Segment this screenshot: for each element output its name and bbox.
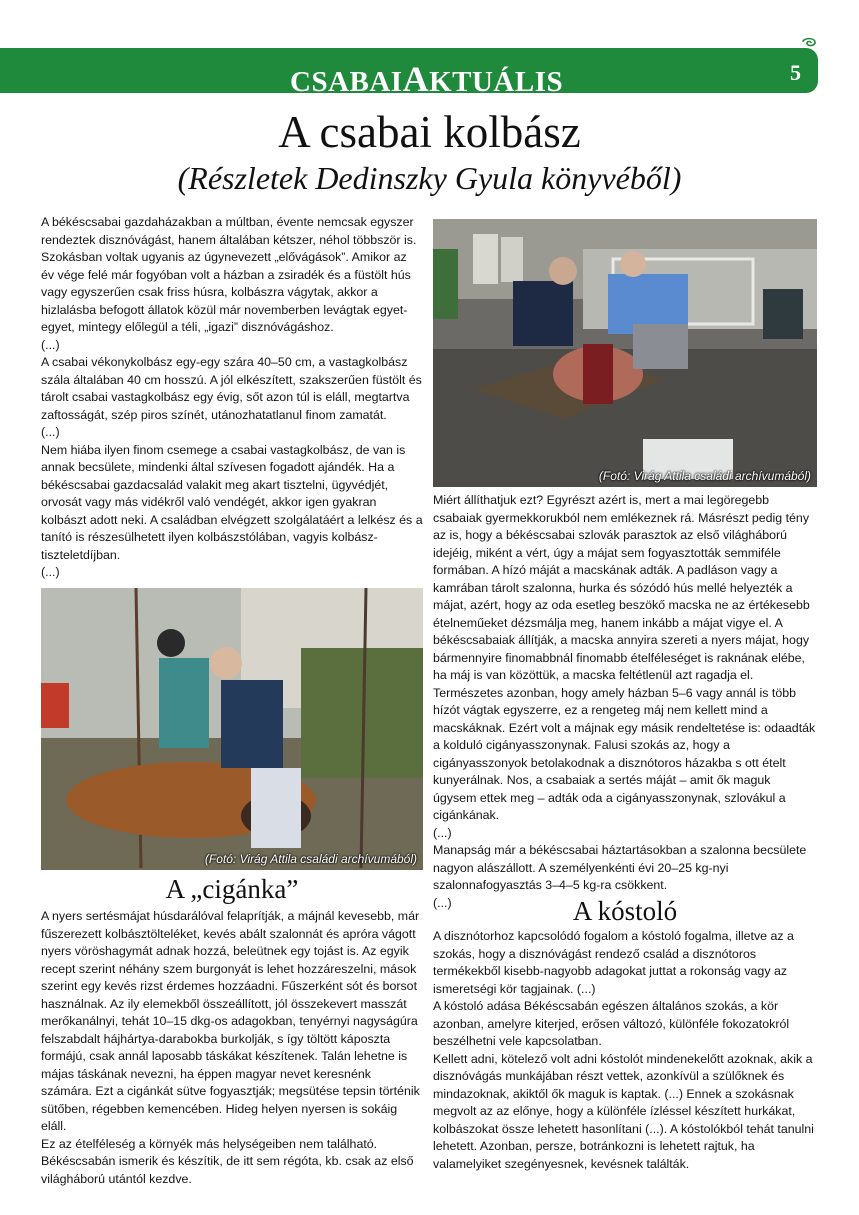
paragraph: (...) (41, 425, 60, 439)
ciganka-text (41, 908, 423, 1188)
page-number: 5 (790, 60, 801, 85)
photo-pig-butchering (433, 219, 817, 487)
paragraph: Ez az ételféleség a környék más helységeiben nem található. Békéscsabán ismerik és készítik, de itt sem régóta, kb. csak az első világháború utántól kezdve. (41, 1136, 414, 1186)
paragraph: A békéscsabai gazdaházakban a múltban, évente nemcsak egyszer rendeztek disznóvágást, hanem általában kétszer, néhol többször is. Szokásban voltak ugyanis az úgynevezett „elővágások”. Amikor az év vége felé már fogyóban volt a házban a zsiradék és a füstölt hús vagy egyszerűen csak friss húsra, kolbászra vágytak, akkor a hizlalásba befogott állatok közül már novemberben levágtak egyet-egyet, mintegy előlegül a téli, „igazi” disznóvágáshoz. (41, 215, 417, 334)
kostolo-text (433, 928, 817, 1173)
paragraph: Miért állíthatjuk ezt? Egyrészt azért is, mert a mai legöregebb csabaiak gyermekkorukból nem emlékeznek rá. Másrészt pedig tény az is, hogy a békéscsabai szlovák parasztok az első világháború idejéig, miként a vért, úgy a májat sem fogyasztották semmiféle formában. A hízó máját a macskának adták. A padláson vagy a kamrában tárolt szalonna, hurka és sózódó hús mellé helyezték a májat, azért, hogy az oda esetleg beszökő macska ne az értékesebb ételneműeket dézsmálja meg, hanem inkább a májat vigye el. A békéscsabaiak állítják, a macska annyira szereti a nyers májat, hogy bármennyire finomabbnál finomabb ételféleséget is raknának elébe, ha máj is van közöttük, a macska feltétlenül azt ragadja el. Természetes azonban, hogy amely házban 5–6 vagy annál is több hízót vágtak egyszerre, ez a rengeteg máj nem kellett mind a macskáknak. Ezért volt a májnak egy másik rendeltetése is: odaadták a kolduló cigányasszonynak. Falusi szokás az, hogy a cigányasszonyok betolakodnak a disznótoros házakba s ott ételt kunyerálnak. Nos, a csabaiak a sertés máját – amit ők maguk úgysem ettek meg – adták oda a cigányasszonynak, szlovákul a cigánkának. (433, 493, 816, 822)
photo-caption: (Fotó: Virág Attila családi archívumából) (204, 852, 417, 866)
magazine-title: CSABAIAKTUÁLIS (290, 59, 564, 99)
photo-caption: (Fotó: Virág Attila családi archívumából) (598, 469, 811, 483)
paragraph: A kóstoló adása Békéscsabán egészen általános szokás, a kör azonban, amelyre kiterjed, erősen változó, különféle fokozatokról beszélhetni vele kapcsolatban. (433, 999, 790, 1048)
paragraph: (...) (433, 825, 452, 840)
paragraph: A disznótorhoz kapcsolódó fogalom a kóstoló fogalma, illetve az a szokás, hogy a disznóvágást rendező család a disznótoros termékekből kisebb-nagyobb adagokat juttat a rokonság vagy az ismeretségi kör tagjainak. (...) (433, 929, 794, 996)
left-column-text (41, 214, 423, 582)
paragraph: (...) (433, 895, 452, 910)
paragraph: Kellett adni, kötelező volt adni kóstolót mindenekelőtt azoknak, akik a disznóvágás munkájában részt vettek, azonkívül a szülőknek és mindazoknak, akiktől ők maguk is kaptak. (...) Ennek a szokásnak megvolt az az előnye, hogy a különféle ízléssel készített hurkákat, kolbászokat össze lehetett hasonlítani (...). A kóstolókból tehát tanulni lehetett. Azonban, persze, botránkozni is lehetett rajtuk, ha valamelyiket szegényesnek, kevésnek találták. (433, 1051, 814, 1171)
paragraph: A nyers sertésmájat húsdarálóval felaprítják, a májnál kevesebb, már fűszerezett kolbásztölteléket, kevés abált szalonnát és apróra vágott nyers vöröshagymát adnak hozzá, beleütnek egy tojást is. Az egyik recept szerint néhány szem burgonyát is lehet hozzáreszelni, mások szerint egy kevés rizst érdemes hozzáadni. Fűszerként sót és borsot használnak. Az ily elemekből összeállított, jól összekevert masszát merőkanálnyi, tehát 10–15 dkg-os adagokban, tenyérnyi nagyságúra felszabdalt hájhártya-darabokba burkolják, s így töltött káposzta formájú, csak annál laposabb táskákat készítenek. Talán lehetne is májas táskának nevezni, ha éppen magyar nevet keresnénk számára. Ezt a cigánkát sütve fogyasztják; megsütése tepsin történik sütőben, régebben kemencében. Hideg helyen nyersen is sokáig eláll. (41, 909, 420, 1133)
article-subtitle: (Részletek Dedinszky Gyula könyvéből) (177, 160, 682, 196)
right-column-text (433, 492, 817, 912)
section-heading-kostolo: A kóstoló (572, 896, 678, 926)
photo-pig-carrying (41, 588, 423, 870)
section-heading-ciganka: A „cigánka” (165, 874, 299, 904)
paragraph: (...) (41, 337, 60, 352)
article-title: A csabai kolbász (278, 107, 581, 157)
swirl-icon (800, 36, 818, 48)
paragraph: Manapság már a békéscsabai háztartásokban a szalonna becsülete nagyon alászállott. A személyenkénti évi 20–25 kg-nyi szalonnafogyasztás 3–4–5 kg-ra csökkent. (433, 843, 807, 892)
paragraph: A csabai vékonykolbász egy-egy szára 40–50 cm, a vastagkolbász szála általában 40 cm hosszú. A jól elkészített, szakszerűen füstölt és tárolt csabai vastagkolbász egy évig, sőt azon túl is eláll, megtartva zaftosságát, szép piros színét, utánozhatatlanul finom zamatát. (41, 355, 422, 422)
paragraph: Nem hiába ilyen finom csemege a csabai vastagkolbász, de van is annak becsülete, mindenki által szívesen fogadott ajándék. Ha a békéscsabai gazdacsalád valakit meg akart tisztelni, ügyvédjét, orvosát vagy más vidékről való vendégét, akkor igen gyakran kolbászt adott neki. A családban elvégzett szolgálatáért a lelkész és a tanító is részesülhetett ilyen kolbászstólában, vagyis kolbász-tiszteletdíjban. (41, 442, 423, 562)
paragraph: (...) (41, 565, 60, 579)
